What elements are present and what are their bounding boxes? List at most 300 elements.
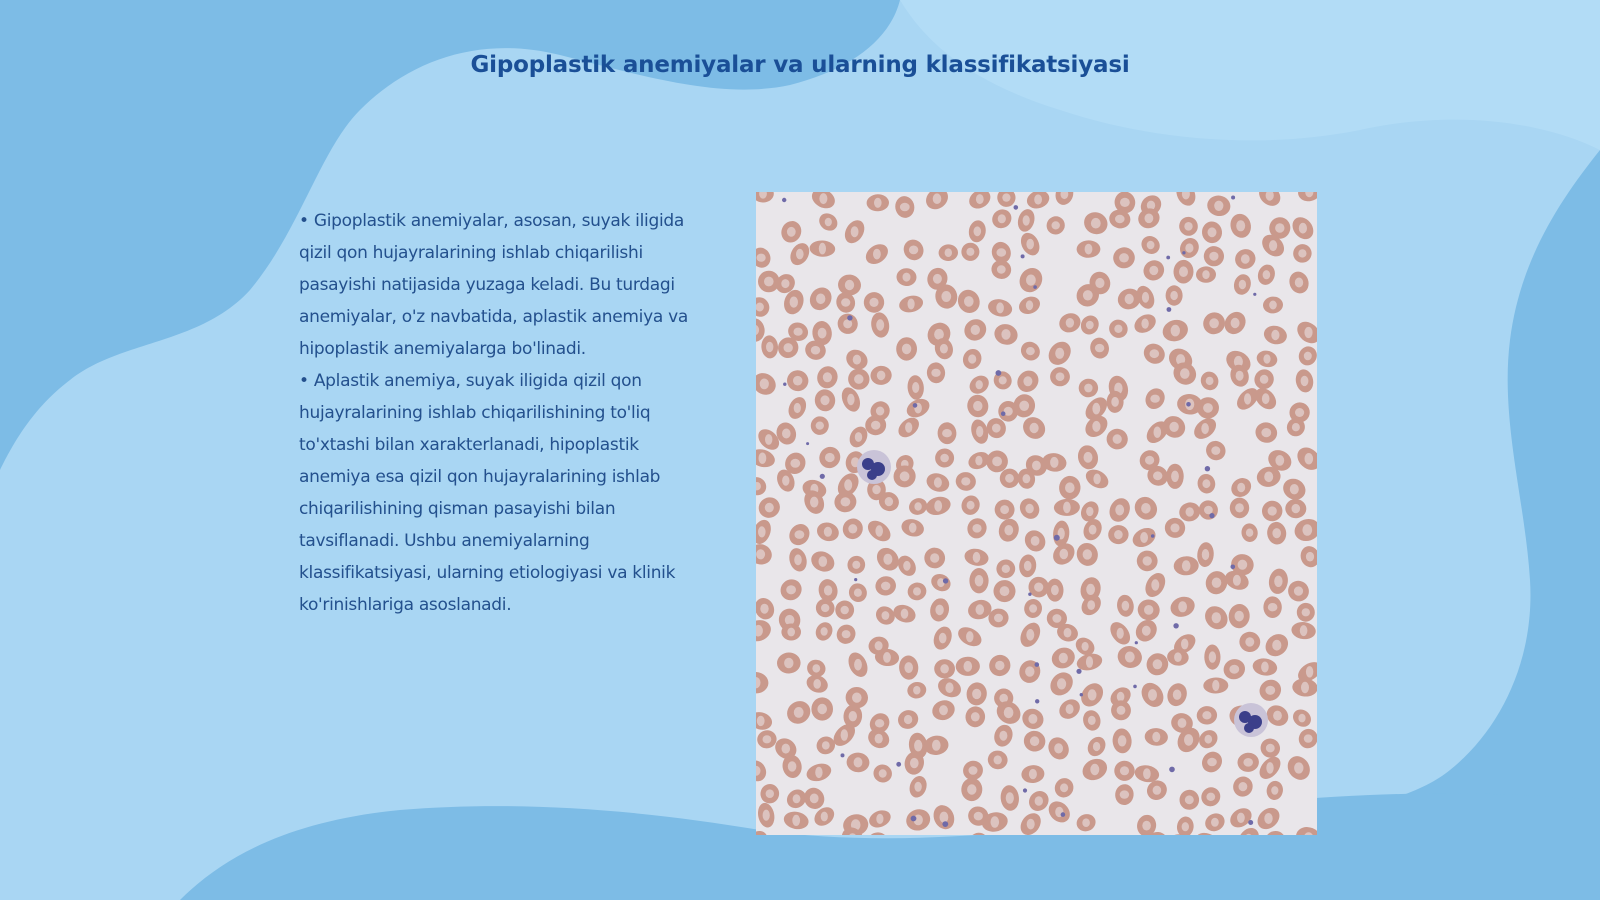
red-blood-cell [966,372,992,398]
red-blood-cell [954,286,983,316]
red-blood-cell [1177,214,1201,238]
red-blood-cell [1142,385,1169,413]
red-blood-cell [930,802,958,833]
red-blood-cell [899,517,925,539]
red-blood-cell [1176,816,1195,835]
red-blood-cell [1266,521,1288,546]
red-blood-cell [1201,221,1223,245]
red-blood-cell [989,576,1020,607]
red-blood-cell [897,293,924,314]
red-blood-cell [891,602,918,626]
red-blood-cell [1237,752,1260,773]
red-blood-cell [841,217,868,247]
red-blood-cell [1021,764,1045,784]
red-blood-cell [864,517,894,546]
red-blood-cell [1043,213,1069,239]
red-blood-cell [931,624,955,652]
red-blood-cell [1203,677,1228,693]
red-blood-cell [1253,803,1283,833]
platelet [806,442,809,445]
red-blood-cell [965,681,988,707]
red-blood-cell [1112,728,1133,754]
red-blood-cell [1255,192,1285,210]
red-blood-cell [756,192,774,203]
red-blood-cell [1196,472,1217,495]
red-blood-cell [813,388,836,413]
red-blood-cell [1106,618,1134,648]
red-blood-cell [906,680,928,700]
red-blood-cell [994,557,1017,580]
red-blood-cell [809,240,835,258]
platelet [1209,513,1214,518]
red-blood-cell [996,516,1022,544]
red-blood-cell [1228,474,1255,501]
red-blood-cell [929,697,957,723]
platelet [782,198,786,202]
platelet [1135,641,1138,644]
red-blood-cell [1227,804,1256,831]
red-blood-cell [1293,317,1317,347]
red-blood-cell [935,675,964,701]
red-blood-cell [1295,725,1317,751]
red-blood-cell [956,656,981,676]
red-blood-cell [1134,548,1160,574]
red-blood-cell [785,394,809,422]
red-blood-cell [845,649,871,680]
red-blood-cell [907,774,930,800]
red-blood-cell [1255,349,1279,370]
red-blood-cell [1083,466,1112,492]
red-blood-cell [1084,733,1109,759]
red-blood-cell [1285,498,1308,519]
red-blood-cell [870,365,893,386]
red-blood-cell [756,369,780,399]
red-blood-cell [1079,755,1111,784]
red-blood-cell [1240,522,1259,543]
red-blood-cell [1144,727,1168,746]
red-blood-cell [1166,464,1183,489]
red-blood-cell [1058,475,1081,500]
red-blood-cell [1017,658,1044,686]
red-blood-cell [1140,340,1169,368]
red-blood-cell [1253,420,1280,446]
red-blood-cell [896,337,917,361]
red-blood-cell [1139,256,1168,284]
red-blood-cell [1074,541,1100,569]
red-blood-cell [1298,543,1317,569]
red-blood-cell [1198,369,1221,393]
red-blood-cell [991,496,1019,524]
red-blood-cell [1106,495,1134,525]
red-blood-cell [961,777,984,802]
red-blood-cell [1290,621,1316,641]
red-blood-cell [1178,788,1202,812]
paragraph-hypoplastic: • Gipoplastik anemiyalar, asosan, suyak iligida qizil qon hujayralarining ishlab chiqarilishi pasayishi natijasida yuzaga keladi. Bu turdagi anemiyalar, o'z navbatida, aplastik anemiya va hipoplastik anemiyalarga bo'linadi. [299,211,688,359]
red-blood-cell [931,445,957,471]
red-blood-cell [815,520,842,544]
red-blood-cell [1084,834,1113,835]
red-blood-cell [1164,681,1190,709]
red-blood-cell [872,543,903,575]
platelet [1021,254,1025,258]
red-blood-cell [1166,285,1183,305]
red-blood-cell [1054,498,1081,516]
red-blood-cell [1251,657,1278,678]
red-blood-cell [1025,192,1052,211]
red-blood-cell [1044,797,1074,826]
red-blood-cell [1088,336,1111,361]
paragraph-aplastic: • Aplastik anemiya, suyak iligida qizil qon hujayralarining ishlab chiqarilishining to'liq to'xtashi bilan xarakterlanadi, hipoplastik anemiya esa qizil qon hujayralarining ishlab chiqarilishining qisman pasayishi bilan tavsiflanadi. Ushbu anemiyalarning klassifikatsiyasi, ularning etiologiyasi va klinik ko'rinishlariga asoslanadi. [299,371,676,615]
red-blood-cell [756,671,769,694]
red-blood-cell [756,245,774,271]
red-blood-cell [1203,569,1230,597]
red-blood-cell [1013,366,1043,396]
red-blood-cell [1023,598,1044,620]
red-blood-cell [804,761,833,784]
red-blood-cell [1016,294,1042,317]
red-blood-cell [1078,312,1102,337]
red-blood-cell [808,547,838,575]
platelet [1186,402,1191,407]
red-blood-cell [1015,207,1037,234]
red-blood-cell [1015,264,1046,297]
red-blood-cell [869,311,891,339]
red-blood-cell [782,810,810,832]
red-blood-cell [937,422,957,445]
red-blood-cell [1016,809,1045,835]
red-blood-cell [1284,577,1313,606]
red-blood-cell [1143,649,1173,679]
red-blood-cell [1202,244,1227,269]
red-blood-cell [1136,597,1162,622]
red-blood-cell [1173,556,1199,576]
red-blood-cell [1017,338,1044,364]
red-blood-cell [1267,567,1290,595]
red-blood-cell [1283,752,1314,784]
red-blood-cell [923,734,950,756]
red-blood-cell [967,219,987,243]
red-blood-cell [1018,554,1037,578]
red-blood-cell [926,362,946,384]
red-blood-cell [1130,492,1161,524]
red-blood-cell [1049,366,1070,387]
red-blood-cell [1290,241,1315,266]
red-blood-cell [804,672,830,695]
blood-smear-image [756,192,1317,835]
red-blood-cell [898,655,919,680]
red-blood-cell [1198,748,1226,777]
red-blood-cell [928,571,953,595]
red-blood-cell [966,192,994,212]
red-blood-cell [1135,813,1158,835]
red-blood-cell [781,624,801,641]
red-blood-cell [756,710,774,733]
red-blood-cell [1025,787,1053,815]
red-blood-cell [965,393,990,419]
platelet [1133,685,1137,689]
red-blood-cell [839,515,866,543]
red-blood-cell [921,544,949,571]
platelet [896,762,901,767]
red-blood-cell [1105,428,1129,451]
platelet [1166,256,1170,260]
red-blood-cell [756,494,783,522]
red-blood-cell [1262,323,1289,346]
platelet [1054,535,1060,541]
red-blood-cell [787,240,813,269]
red-blood-cell [960,241,981,262]
red-blood-cell [969,568,988,593]
red-blood-cell [1021,526,1050,555]
red-blood-cell [1202,810,1228,835]
red-blood-cell [1131,311,1159,337]
red-blood-cell [1017,230,1043,259]
red-blood-cell [1173,260,1194,284]
red-blood-cell [1261,630,1292,661]
platelet [996,370,1002,376]
red-blood-cell [928,596,952,623]
red-blood-cell [1021,728,1047,754]
red-blood-cell [954,470,977,492]
red-blood-cell [900,236,927,264]
platelet [1001,411,1006,416]
red-blood-cell [833,621,859,647]
red-blood-cell [1044,337,1075,369]
red-blood-cell [1257,735,1284,762]
platelet [1231,196,1235,200]
red-blood-cell [1115,643,1144,670]
red-blood-cell [1259,498,1285,524]
red-blood-cell [1290,706,1315,730]
red-blood-cell [835,600,854,620]
red-blood-cell [1019,705,1048,733]
red-blood-cell [1196,497,1221,522]
red-blood-cell [1263,596,1282,618]
red-blood-cell [1293,823,1317,835]
red-blood-cell [985,651,1015,681]
red-blood-cell [990,368,1015,393]
red-blood-cell [756,802,776,829]
red-blood-cell [1196,705,1218,725]
red-blood-cell [894,552,919,579]
red-blood-cell [1080,208,1111,238]
red-blood-cell [1176,235,1202,262]
red-blood-cell [815,443,844,473]
red-blood-cell [1141,570,1169,601]
red-blood-cell [963,547,990,568]
red-blood-cell [814,364,840,391]
red-blood-cell [1138,232,1164,257]
platelet [913,403,918,408]
red-blood-cell [1016,495,1043,523]
platelet [911,816,917,822]
red-blood-cell [761,335,779,359]
red-blood-cell [783,696,815,728]
red-blood-cell [756,827,770,835]
red-blood-cell [1202,437,1229,464]
red-blood-cell [1221,656,1248,682]
red-blood-cell [989,258,1013,282]
platelet [1205,466,1210,471]
red-blood-cell [1238,631,1261,653]
red-blood-cell [1228,603,1251,629]
red-blood-cell [1108,834,1135,835]
red-blood-cell [1055,695,1083,722]
red-blood-cell [960,346,985,372]
red-blood-cell [924,494,953,518]
red-blood-cell [1296,343,1317,368]
red-blood-cell [1045,734,1073,763]
red-blood-cell [1197,783,1224,810]
red-blood-cell [866,807,893,830]
red-blood-cell [1116,594,1136,618]
platelet [1023,788,1027,792]
red-blood-cell [1265,780,1284,802]
red-blood-cell [785,520,813,549]
red-blood-cell [777,652,801,674]
red-blood-cell [988,206,1015,232]
red-blood-cell [756,474,770,499]
red-blood-cell [904,806,933,833]
red-blood-cell [787,546,810,574]
red-blood-cell [986,297,1014,319]
red-blood-cell [1230,497,1250,518]
red-blood-cell [1049,644,1078,672]
red-blood-cell [846,581,869,605]
red-blood-cell [834,310,862,338]
platelet [820,474,825,479]
platelet [1035,699,1039,703]
red-blood-cell [1114,783,1135,806]
red-blood-cell [1200,602,1232,634]
platelet [942,821,948,827]
red-blood-cell [1231,245,1259,272]
white-blood-cell [857,450,891,484]
red-blood-cell [1074,811,1098,834]
red-blood-cell [813,619,836,643]
red-blood-cell [1196,542,1214,568]
red-blood-cell [1053,192,1076,207]
red-blood-cell [959,493,983,518]
red-blood-cell [1228,211,1254,240]
red-blood-cell [1051,775,1076,801]
red-blood-cell [934,659,956,679]
red-blood-cell [1204,644,1221,669]
platelet [841,753,845,757]
red-blood-cell [1112,246,1137,270]
red-blood-cell [874,574,898,597]
red-blood-cell [1190,414,1220,443]
red-blood-cell [756,729,778,750]
platelet [783,383,786,386]
platelet [1028,593,1031,596]
red-blood-cell [1296,192,1317,203]
red-blood-cell [1195,726,1221,752]
platelet [1253,293,1256,296]
red-blood-cell [785,368,810,393]
red-blood-cell [1106,316,1132,341]
red-blood-cell [811,697,833,720]
red-blood-cell [895,707,921,731]
red-blood-cell [896,268,917,287]
red-blood-cell [1220,308,1250,338]
red-blood-cell [890,462,919,491]
platelet [1248,820,1253,825]
red-blood-cell [756,446,777,470]
red-blood-cell [1232,272,1253,296]
red-blood-cell [1129,524,1159,551]
red-blood-cell [863,291,885,313]
red-blood-cell [955,623,985,650]
red-blood-cell [1081,708,1103,732]
red-blood-cell [905,580,928,602]
red-blood-cell [1078,378,1099,398]
red-blood-cell [776,575,806,605]
platelet [854,578,857,581]
red-blood-cell [1292,516,1317,545]
red-blood-cell [1196,266,1216,283]
platelet [1014,205,1019,210]
red-blood-cell [986,749,1009,771]
red-blood-cell [1168,594,1197,620]
red-blood-cell [756,541,774,567]
red-blood-cell [756,757,770,785]
red-blood-cell [938,244,958,262]
red-blood-cell [1052,520,1070,547]
platelet [1173,623,1178,628]
platelet [943,578,948,583]
red-blood-cell [1056,310,1083,336]
red-blood-cell [991,722,1015,749]
platelet [1169,767,1175,773]
red-blood-cell [924,470,952,494]
red-blood-cell [895,414,923,441]
red-blood-cell [756,617,774,645]
red-blood-cell [805,283,836,314]
red-blood-cell [759,783,781,805]
red-blood-cell [894,195,916,220]
red-blood-cell [756,517,774,546]
red-blood-cell [862,240,892,268]
red-blood-cell [1016,619,1044,650]
red-blood-cell [922,192,952,214]
red-blood-cell [1112,759,1136,783]
red-blood-cell [778,218,805,246]
red-blood-cell [866,194,889,212]
red-blood-cell [964,705,986,728]
red-blood-cell [865,725,893,751]
red-blood-cell [756,595,778,623]
red-blood-cell [871,762,895,786]
red-blood-cell [1160,317,1191,345]
platelet [1061,812,1066,817]
red-blood-cell [809,192,839,212]
red-blood-cell [1286,269,1311,296]
platelet [1076,669,1081,674]
red-blood-cell [832,489,858,514]
platelet [1151,534,1155,538]
red-blood-cell [1075,443,1100,471]
red-blood-cell [964,515,990,541]
red-blood-cell [1293,443,1317,475]
red-blood-cell [1107,524,1129,545]
platelet [1080,693,1083,696]
red-blood-cell [907,375,925,401]
red-blood-cell [1297,603,1315,622]
red-blood-cell [1255,675,1285,705]
white-blood-cell [1234,703,1268,737]
red-blood-cell [1076,240,1100,258]
